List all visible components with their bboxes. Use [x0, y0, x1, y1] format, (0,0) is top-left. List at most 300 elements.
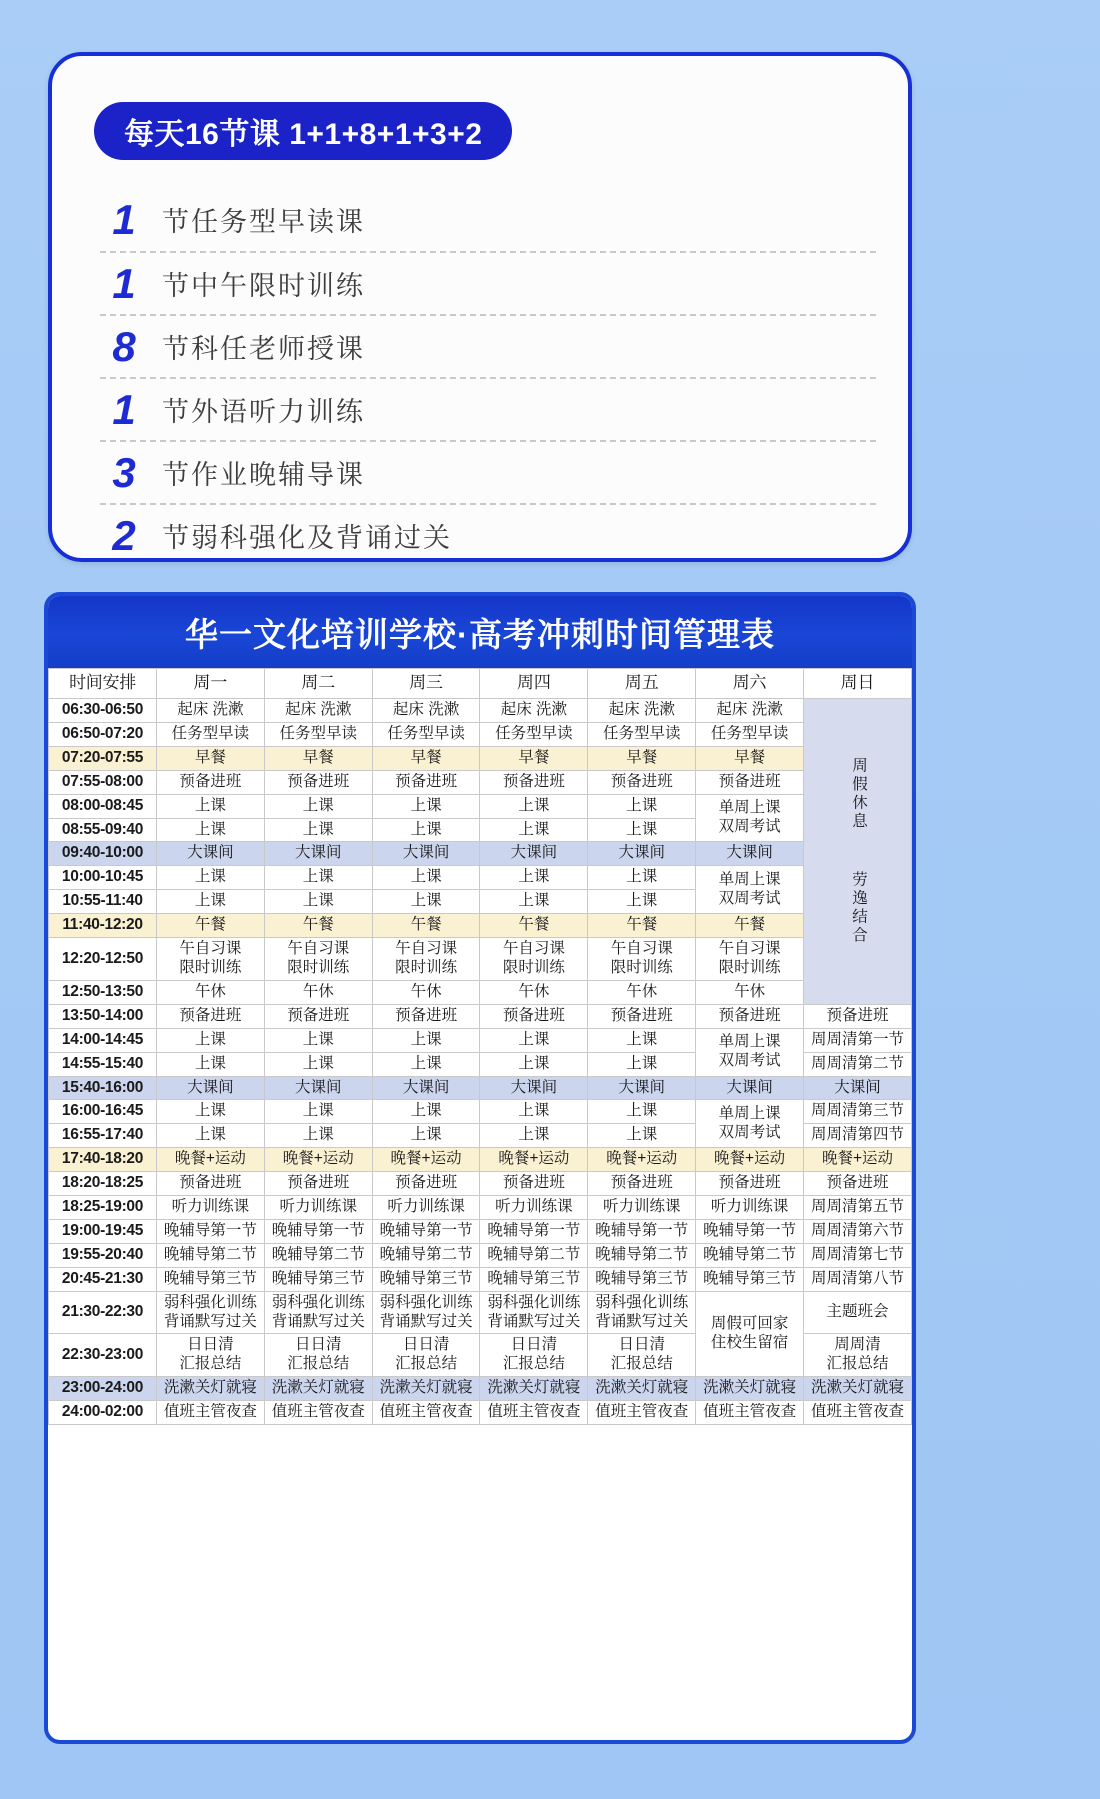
lesson-count: 1 — [112, 259, 136, 307]
schedule-cell-line: 上课 — [626, 1126, 658, 1144]
schedule-cell-line: 预备进班 — [502, 772, 565, 790]
schedule-cell — [264, 818, 372, 842]
schedule-cell — [372, 980, 480, 1004]
schedule-cell-line: 日日清 — [187, 1336, 234, 1354]
schedule-cell — [480, 914, 588, 938]
schedule-cell-saturday — [696, 914, 804, 938]
schedule-cell-line: 值班主管夜查 — [487, 1403, 581, 1421]
schedule-cell-line: 午餐 — [410, 916, 442, 934]
schedule-cell-line: 听力训练课 — [710, 1198, 789, 1216]
schedule-cell — [588, 1004, 696, 1028]
schedule-cell-line: 上课 — [302, 868, 334, 886]
schedule-cell — [372, 1243, 480, 1267]
column-header-6: 周六 — [696, 669, 804, 699]
schedule-cell-line: 汇报总结 — [287, 1355, 350, 1373]
table-row — [49, 866, 912, 890]
schedule-cell — [480, 1172, 588, 1196]
schedule-cell-line: 上课 — [518, 868, 550, 886]
schedule-cell — [264, 1334, 372, 1377]
time-slot: 22:30-23:00 — [49, 1334, 157, 1377]
schedule-cell-saturday — [696, 1148, 804, 1172]
schedule-cell-line: 日日清 — [510, 1336, 558, 1354]
table-row — [49, 770, 912, 794]
schedule-cell-line: 预备进班 — [826, 1174, 889, 1192]
schedule-cell-line: 预备进班 — [287, 1174, 350, 1192]
schedule-cell — [480, 980, 588, 1004]
schedule-cell — [157, 1052, 265, 1076]
time-slot: 19:55-20:40 — [49, 1243, 157, 1267]
time-slot: 10:55-11:40 — [49, 890, 157, 914]
schedule-cell-sunday — [804, 1196, 912, 1220]
schedule-cell-line: 限时训练 — [502, 958, 565, 976]
schedule-cell — [480, 699, 588, 723]
schedule-cell — [372, 1267, 480, 1291]
schedule-cell-line: 起床 洗漱 — [177, 701, 244, 718]
schedule-cell — [480, 794, 588, 818]
schedule-cell-sunday — [804, 1004, 912, 1028]
schedule-cell-line: 背诵默写过关 — [487, 1312, 581, 1330]
schedule-cell-line: 限时训练 — [718, 958, 781, 976]
schedule-cell-line: 晚餐+运动 — [390, 1150, 462, 1168]
schedule-cell — [264, 1124, 372, 1148]
schedule-cell-line: 主题班会 — [826, 1303, 889, 1321]
schedule-cell — [264, 866, 372, 890]
schedule-cell — [157, 699, 265, 723]
schedule-cell — [264, 1219, 372, 1243]
schedule-cell — [480, 1267, 588, 1291]
schedule-cell — [372, 699, 480, 723]
schedule-cell — [264, 1291, 372, 1334]
lesson-count: 2 — [112, 511, 136, 559]
lesson-list-item — [100, 377, 876, 440]
schedule-cell-line: 午休 — [410, 982, 442, 1000]
time-slot: 09:40-10:00 — [49, 842, 157, 866]
schedule-cell — [588, 1267, 696, 1291]
time-slot: 18:20-18:25 — [49, 1172, 157, 1196]
schedule-cell — [372, 1291, 480, 1334]
schedule-cell — [588, 1334, 696, 1377]
schedule-cell-line: 日日清 — [294, 1336, 342, 1354]
schedule-cell-line: 单周上课 — [718, 870, 781, 888]
schedule-cell-line: 午休 — [194, 982, 226, 1000]
lesson-label: 节中午限时训练 — [162, 271, 365, 301]
schedule-cell-line: 上课 — [410, 1054, 442, 1072]
lesson-count: 1 — [112, 385, 136, 433]
schedule-cell-line: 预备进班 — [718, 1006, 781, 1024]
schedule-cell — [480, 1401, 588, 1425]
schedule-cell-line: 任务型早读 — [495, 724, 573, 742]
schedule-cell-line: 上课 — [194, 1126, 226, 1144]
schedule-cell — [372, 1219, 480, 1243]
schedule-cell-line: 早餐 — [194, 748, 226, 766]
schedule-cell — [264, 914, 372, 938]
lesson-count: 1 — [112, 195, 136, 243]
time-slot: 08:55-09:40 — [49, 818, 157, 842]
schedule-cell — [480, 866, 588, 890]
schedule-cell-line: 任务型早读 — [602, 724, 681, 742]
schedule-cell — [372, 722, 480, 746]
schedule-title: 华一文化培训学校·高考冲刺时间管理表 — [48, 596, 912, 668]
schedule-cell-line: 起床 洗漱 — [392, 701, 460, 718]
schedule-cell — [480, 842, 588, 866]
schedule-cell — [588, 1291, 696, 1334]
schedule-cell — [264, 1377, 372, 1401]
lesson-list-item — [100, 314, 876, 377]
lesson-breakdown-list — [100, 188, 876, 566]
table-row — [49, 1291, 912, 1334]
schedule-cell-line: 上课 — [194, 796, 226, 814]
schedule-cell-line: 上课 — [518, 1102, 550, 1120]
schedule-cell — [372, 914, 480, 938]
schedule-cell — [480, 1377, 588, 1401]
table-row — [49, 914, 912, 938]
schedule-cell-line: 汇报总结 — [395, 1355, 458, 1373]
schedule-cell-line: 周周清第四节 — [810, 1126, 904, 1144]
schedule-cell-line: 上课 — [626, 1102, 658, 1120]
schedule-cell-line: 晚辅导第二节 — [703, 1245, 797, 1263]
schedule-cell-line: 预备进班 — [502, 1174, 565, 1192]
schedule-cell-line: 双周考试 — [718, 1123, 781, 1141]
schedule-cell — [264, 980, 372, 1004]
schedule-cell-line: 晚餐+运动 — [498, 1150, 570, 1168]
schedule-cell-line: 起床 洗漱 — [285, 701, 352, 718]
schedule-cell — [264, 1100, 372, 1124]
schedule-cell — [157, 1377, 265, 1401]
schedule-cell-line: 上课 — [626, 1054, 658, 1072]
schedule-cell — [588, 842, 696, 866]
schedule-cell — [480, 938, 588, 981]
schedule-cell-line: 上课 — [410, 1126, 442, 1144]
schedule-cell — [157, 1100, 265, 1124]
schedule-cell-sunday — [804, 1377, 912, 1401]
daily-lessons-card — [48, 52, 912, 562]
schedule-cell — [588, 1377, 696, 1401]
schedule-cell — [264, 699, 372, 723]
time-slot: 23:00-24:00 — [49, 1377, 157, 1401]
schedule-cell — [372, 1004, 480, 1028]
schedule-cell-line: 上课 — [626, 1030, 658, 1048]
schedule-cell-line: 周假可回家 — [710, 1315, 789, 1333]
schedule-cell — [480, 890, 588, 914]
schedule-cell-line: 汇报总结 — [826, 1355, 889, 1373]
schedule-table — [48, 668, 912, 1425]
table-row — [49, 1401, 912, 1425]
schedule-cell — [480, 1028, 588, 1052]
schedule-cell-saturday-merged — [696, 1028, 804, 1076]
table-row — [49, 746, 912, 770]
lesson-label: 节外语听力训练 — [162, 397, 365, 427]
schedule-cell-line: 晚辅导第一节 — [487, 1221, 581, 1239]
schedule-cell-line: 大课间 — [726, 844, 773, 862]
schedule-cell — [372, 1100, 480, 1124]
schedule-cell-line: 上课 — [518, 796, 550, 814]
schedule-cell-line: 上课 — [626, 796, 658, 814]
time-slot: 08:00-08:45 — [49, 794, 157, 818]
table-row — [49, 1267, 912, 1291]
schedule-cell — [157, 1172, 265, 1196]
schedule-cell-line: 上课 — [518, 820, 550, 838]
schedule-cell-line: 上课 — [302, 1102, 334, 1120]
schedule-cell-line: 住校生留宿 — [710, 1333, 789, 1351]
schedule-cell-line: 限时训练 — [179, 958, 242, 976]
table-row — [49, 842, 912, 866]
schedule-cell-line: 限时训练 — [395, 958, 458, 976]
schedule-cell-line: 单周上课 — [718, 1033, 781, 1051]
schedule-cell-saturday-merged — [696, 794, 804, 842]
schedule-cell-line: 周周清第七节 — [810, 1245, 904, 1263]
schedule-cell-line: 上课 — [410, 1102, 442, 1120]
schedule-cell-sunday — [804, 1076, 912, 1100]
schedule-cell-line: 早餐 — [734, 748, 766, 766]
schedule-cell-saturday — [696, 770, 804, 794]
schedule-cell-line: 大课间 — [618, 1078, 665, 1096]
schedule-cell — [480, 746, 588, 770]
schedule-cell-line: 预备进班 — [610, 1006, 673, 1024]
schedule-panel — [44, 592, 916, 1744]
schedule-cell-line: 值班主管夜查 — [810, 1403, 904, 1421]
schedule-cell-line: 上课 — [518, 1126, 550, 1144]
schedule-cell — [588, 722, 696, 746]
schedule-cell — [480, 1196, 588, 1220]
schedule-cell-line: 晚辅导第三节 — [703, 1269, 797, 1287]
lesson-label: 节作业晚辅导课 — [162, 460, 365, 490]
schedule-cell-line: 双周考试 — [718, 818, 781, 836]
schedule-cell — [372, 1148, 480, 1172]
time-slot: 19:00-19:45 — [49, 1219, 157, 1243]
schedule-cell-line: 限时训练 — [610, 958, 673, 976]
schedule-table-body — [49, 699, 912, 1425]
schedule-cell-line: 晚辅导第三节 — [163, 1269, 257, 1287]
schedule-cell-line: 预备进班 — [718, 1174, 781, 1192]
schedule-cell-line: 晚辅导第一节 — [595, 1221, 689, 1239]
schedule-cell-line: 洗漱关灯就寝 — [703, 1379, 797, 1397]
schedule-cell — [157, 1291, 265, 1334]
schedule-cell-line: 背诵默写过关 — [163, 1312, 257, 1330]
schedule-cell — [157, 914, 265, 938]
schedule-cell-line: 弱科强化训练 — [271, 1293, 365, 1311]
schedule-cell-line: 上课 — [194, 1102, 226, 1120]
card-pill-title: 每天16节课 1+1+8+1+3+2 — [94, 102, 512, 160]
schedule-cell — [157, 818, 265, 842]
schedule-cell-saturday-holiday — [696, 1291, 804, 1377]
schedule-cell-line: 听力训练课 — [495, 1198, 573, 1216]
schedule-cell-line: 晚辅导第三节 — [595, 1269, 689, 1287]
table-row — [49, 938, 912, 981]
table-header-row — [49, 669, 912, 699]
schedule-cell — [372, 794, 480, 818]
column-header-7: 周日 — [804, 669, 912, 699]
table-row — [49, 1004, 912, 1028]
schedule-cell-line: 上课 — [626, 820, 658, 838]
schedule-cell — [372, 1377, 480, 1401]
schedule-cell — [157, 794, 265, 818]
schedule-cell-line: 晚餐+运动 — [714, 1150, 786, 1168]
schedule-cell-line: 预备进班 — [610, 1174, 673, 1192]
schedule-cell-sunday — [804, 1219, 912, 1243]
schedule-cell — [372, 1028, 480, 1052]
schedule-cell — [588, 699, 696, 723]
schedule-cell — [157, 1196, 265, 1220]
schedule-cell-saturday-merged — [696, 1100, 804, 1148]
schedule-cell-sunday — [804, 1334, 912, 1377]
schedule-cell — [480, 722, 588, 746]
schedule-cell — [480, 1100, 588, 1124]
schedule-cell-line: 上课 — [410, 892, 442, 910]
schedule-cell — [480, 1243, 588, 1267]
schedule-cell-line: 汇报总结 — [502, 1355, 565, 1373]
table-row — [49, 1100, 912, 1124]
schedule-cell-line: 单周上课 — [718, 799, 781, 817]
schedule-cell — [588, 1052, 696, 1076]
schedule-cell — [264, 1052, 372, 1076]
schedule-cell-sunday — [804, 1243, 912, 1267]
schedule-cell-saturday — [696, 1267, 804, 1291]
schedule-cell-line: 听力训练课 — [171, 1198, 250, 1216]
schedule-cell-line: 午餐 — [626, 916, 658, 934]
schedule-cell-line: 晚餐+运动 — [821, 1150, 894, 1168]
schedule-cell-line: 午餐 — [734, 916, 766, 934]
schedule-cell-line: 上课 — [194, 892, 226, 910]
schedule-cell-sunday — [804, 1401, 912, 1425]
schedule-cell-line: 值班主管夜查 — [703, 1403, 797, 1421]
schedule-cell-line: 背诵默写过关 — [271, 1312, 365, 1330]
schedule-cell — [480, 1334, 588, 1377]
schedule-cell-line: 上课 — [518, 1054, 550, 1072]
column-header-0: 时间安排 — [49, 669, 157, 699]
schedule-cell — [588, 980, 696, 1004]
schedule-cell — [157, 1267, 265, 1291]
time-slot: 14:00-14:45 — [49, 1028, 157, 1052]
schedule-cell — [588, 1219, 696, 1243]
schedule-cell-line: 午餐 — [518, 916, 550, 934]
schedule-cell-line: 周周清第六节 — [810, 1221, 904, 1239]
schedule-cell-sunday — [804, 1100, 912, 1124]
schedule-cell-line: 汇报总结 — [610, 1355, 673, 1373]
schedule-cell-line: 大课间 — [294, 844, 342, 862]
time-slot: 17:40-18:20 — [49, 1148, 157, 1172]
schedule-cell-line: 值班主管夜查 — [379, 1403, 473, 1421]
schedule-cell — [588, 1124, 696, 1148]
schedule-cell — [264, 1243, 372, 1267]
schedule-cell-sunday — [804, 1172, 912, 1196]
schedule-cell-line: 洗漱关灯就寝 — [595, 1379, 689, 1397]
schedule-cell-line: 午自习课 — [610, 940, 673, 958]
schedule-cell — [372, 1124, 480, 1148]
table-row — [49, 794, 912, 818]
schedule-cell — [264, 770, 372, 794]
schedule-cell — [264, 938, 372, 981]
schedule-cell-line: 预备进班 — [826, 1006, 889, 1024]
schedule-cell — [372, 1076, 480, 1100]
schedule-cell-sunday-rest: 周假休息 劳逸结合 — [804, 699, 912, 1005]
schedule-cell — [372, 1172, 480, 1196]
schedule-cell-line: 双周考试 — [718, 889, 781, 907]
time-slot: 24:00-02:00 — [49, 1401, 157, 1425]
schedule-cell-line: 预备进班 — [287, 1006, 350, 1024]
time-slot: 11:40-12:20 — [49, 914, 157, 938]
time-slot: 16:00-16:45 — [49, 1100, 157, 1124]
schedule-cell-saturday — [696, 1401, 804, 1425]
schedule-cell — [588, 866, 696, 890]
lesson-list-item — [100, 440, 876, 503]
column-header-4: 周四 — [480, 669, 588, 699]
schedule-cell — [372, 842, 480, 866]
schedule-cell — [264, 1196, 372, 1220]
schedule-cell-line: 汇报总结 — [179, 1355, 242, 1373]
time-slot: 18:25-19:00 — [49, 1196, 157, 1220]
schedule-cell-line: 弱科强化训练 — [487, 1293, 581, 1311]
time-slot: 12:50-13:50 — [49, 980, 157, 1004]
schedule-cell — [588, 746, 696, 770]
time-slot: 21:30-22:30 — [49, 1291, 157, 1334]
schedule-cell-line: 晚辅导第一节 — [379, 1221, 473, 1239]
schedule-cell — [480, 770, 588, 794]
schedule-cell-line: 预备进班 — [502, 1006, 565, 1024]
schedule-cell-line: 预备进班 — [179, 1174, 242, 1192]
schedule-cell-line: 周周清第八节 — [810, 1269, 904, 1287]
schedule-cell-line: 晚餐+运动 — [282, 1150, 354, 1168]
schedule-cell-line: 背诵默写过关 — [595, 1312, 689, 1330]
schedule-cell-line: 午自习课 — [287, 940, 350, 958]
table-row — [49, 1377, 912, 1401]
schedule-cell-saturday — [696, 1076, 804, 1100]
time-slot: 12:20-12:50 — [49, 938, 157, 981]
schedule-cell — [157, 890, 265, 914]
schedule-cell-line: 预备进班 — [395, 1174, 458, 1192]
schedule-cell-line: 限时训练 — [287, 958, 350, 976]
schedule-cell — [480, 1052, 588, 1076]
schedule-cell-line: 上课 — [410, 820, 442, 838]
schedule-cell — [372, 1196, 480, 1220]
schedule-cell — [588, 890, 696, 914]
schedule-cell — [157, 1334, 265, 1377]
schedule-cell-line: 洗漱关灯就寝 — [271, 1379, 365, 1397]
schedule-cell-line: 预备进班 — [179, 772, 242, 790]
schedule-cell-line: 任务型早读 — [387, 724, 465, 742]
schedule-cell-line: 洗漱关灯就寝 — [810, 1379, 904, 1397]
schedule-cell — [264, 722, 372, 746]
schedule-cell-line: 上课 — [302, 1030, 334, 1048]
schedule-cell-line: 上课 — [410, 796, 442, 814]
schedule-cell-line: 午餐 — [302, 916, 334, 934]
schedule-cell-line: 起床 洗漱 — [608, 701, 675, 718]
schedule-cell — [480, 818, 588, 842]
schedule-cell-line: 任务型早读 — [279, 724, 357, 742]
schedule-cell-saturday — [696, 1377, 804, 1401]
schedule-cell-line: 晚辅导第一节 — [271, 1221, 365, 1239]
schedule-cell-saturday — [696, 746, 804, 770]
schedule-cell-line: 上课 — [410, 868, 442, 886]
table-row — [49, 1219, 912, 1243]
schedule-cell-line: 上课 — [302, 1126, 334, 1144]
schedule-cell-line: 晚辅导第二节 — [271, 1245, 365, 1263]
schedule-cell — [588, 794, 696, 818]
time-slot: 13:50-14:00 — [49, 1004, 157, 1028]
schedule-cell — [157, 1004, 265, 1028]
schedule-cell-line: 晚餐+运动 — [174, 1150, 246, 1168]
schedule-cell-line: 周周清 — [834, 1336, 881, 1354]
table-row — [49, 1028, 912, 1052]
schedule-cell — [372, 746, 480, 770]
schedule-cell-line: 早餐 — [410, 748, 442, 766]
schedule-cell-line: 弱科强化训练 — [163, 1293, 257, 1311]
time-slot: 15:40-16:00 — [49, 1076, 157, 1100]
schedule-cell-line: 大课间 — [402, 1078, 450, 1096]
lesson-count: 3 — [112, 448, 136, 496]
schedule-cell-line: 周周清第五节 — [810, 1198, 904, 1216]
schedule-cell-line: 周周清第二节 — [810, 1054, 904, 1072]
schedule-cell-line: 大课间 — [618, 844, 665, 862]
